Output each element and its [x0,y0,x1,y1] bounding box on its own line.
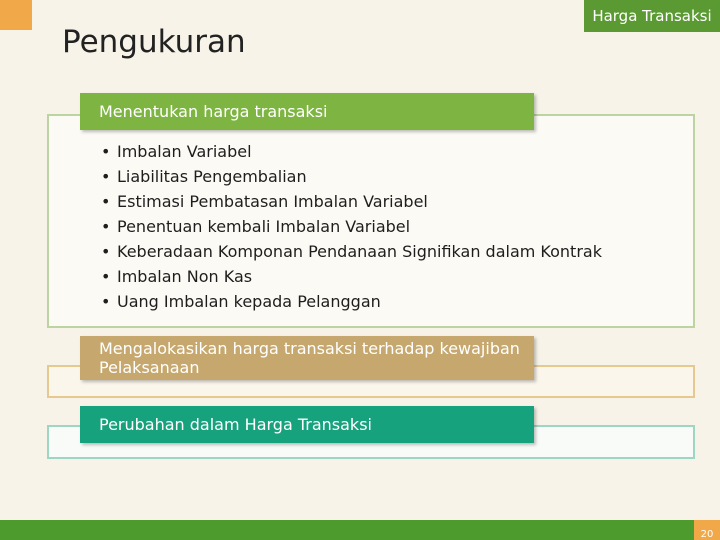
list-item: • Imbalan Non Kas [101,264,602,289]
list-item: • Uang Imbalan kepada Pelanggan [101,289,602,314]
list-item: • Keberadaan Komponan Pendanaan Signifikan dalam Kontrak [101,239,602,264]
list-item: • Estimasi Pembatasan Imbalan Variabel [101,189,602,214]
list-item: • Imbalan Variabel [101,139,602,164]
page-number: 20 [694,520,720,540]
list-item: • Liabilitas Pengembalian [101,164,602,189]
page-title: Pengukuran [62,24,246,60]
section-1-list [101,139,602,314]
section-2-heading: Mengalokasikan harga transaksi terhadap kewajiban Pelaksanaan [80,336,534,380]
footer-bar [0,520,720,540]
section-1-heading: Menentukan harga transaksi [80,93,534,130]
list-item: • Penentuan kembali Imbalan Variabel [101,214,602,239]
corner-accent [0,0,32,30]
topic-tag: Harga Transaksi [584,0,720,32]
section-3-heading: Perubahan dalam Harga Transaksi [80,406,534,443]
